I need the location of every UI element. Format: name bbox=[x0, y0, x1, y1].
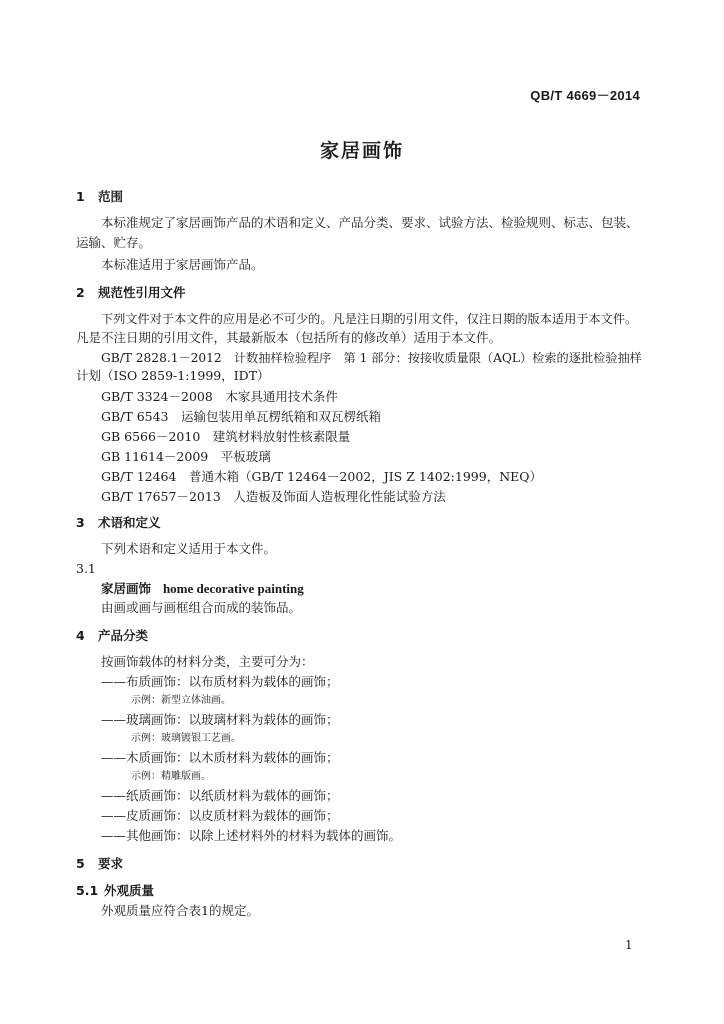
section-title: 产品分类 bbox=[98, 628, 149, 643]
example-note: 示例：精雕版画。 bbox=[131, 771, 211, 782]
term-english: home decorative painting bbox=[162, 581, 304, 596]
subsection-5-1-heading bbox=[76, 883, 154, 899]
list-item: ——纸质画饰：以纸质材料为载体的画饰； bbox=[101, 788, 339, 803]
page-number: 1 bbox=[625, 938, 633, 952]
section-title: 术语和定义 bbox=[98, 515, 161, 530]
list-item: ——其他画饰：以除上述材料外的材料为载体的画饰。 bbox=[101, 828, 402, 843]
section-title: 范围 bbox=[98, 189, 124, 204]
list-item: ——木质画饰：以木质材料为载体的画饰； bbox=[101, 750, 339, 765]
reference-item: GB 11614－2009 平板玻璃 bbox=[101, 449, 271, 464]
reference-item: GB/T 17657－2013 人造板及饰面人造板理化性能试验方法 bbox=[101, 489, 446, 504]
reference-item: GB/T 6543 运输包装用单瓦楞纸箱和双瓦楞纸箱 bbox=[101, 409, 382, 424]
paragraph: 按画饰载体的材料分类，主要可分为： bbox=[101, 654, 314, 669]
list-item: ——布质画饰：以布质材料为载体的画饰； bbox=[101, 674, 339, 689]
standard-code: QB/T 4669－2014 bbox=[530, 88, 640, 103]
section-1-heading bbox=[76, 189, 123, 205]
section-title: 要求 bbox=[98, 856, 124, 871]
section-3-heading bbox=[76, 515, 161, 531]
section-number: 2 bbox=[76, 285, 85, 300]
section-2-heading bbox=[76, 285, 186, 301]
list-item: ——玻璃画饰：以玻璃材料为载体的画饰； bbox=[101, 712, 339, 727]
reference-item-continued: 计划（ISO 2859-1:1999，IDT） bbox=[76, 368, 270, 383]
subsection-title: 外观质量 bbox=[104, 883, 155, 898]
section-number: 5 bbox=[76, 856, 85, 871]
section-number: 4 bbox=[76, 628, 85, 643]
reference-item: GB/T 2828.1－2012 计数抽样检验程序 第 1 部分：按接收质量限（AQL）检索的逐批检验抽样 bbox=[101, 351, 642, 365]
section-number: 1 bbox=[76, 189, 85, 204]
reference-item: GB/T 3324－2008 木家具通用技术条件 bbox=[101, 389, 338, 404]
subsection-number: 5.1 bbox=[76, 883, 99, 898]
paragraph: 下列文件对于本文件的应用是必不可少的。凡是注日期的引用文件，仅注日期的版本适用于本文件。 bbox=[101, 312, 638, 326]
paragraph: 运输、贮存。 bbox=[76, 235, 152, 250]
term-entry bbox=[101, 581, 304, 597]
clause-number: 3.1 bbox=[76, 561, 96, 576]
term-chinese: 家居画饰 bbox=[101, 581, 152, 596]
section-title: 规范性引用文件 bbox=[98, 285, 186, 300]
reference-item: GB/T 12464 普通木箱（GB/T 12464－2002，JIS Z 1402:1999，NEQ） bbox=[101, 469, 543, 484]
section-number: 3 bbox=[76, 515, 85, 530]
paragraph: 凡是不注日期的引用文件，其最新版本（包括所有的修改单）适用于本文件。 bbox=[76, 330, 502, 345]
paragraph: 本标准规定了家居画饰产品的术语和定义、产品分类、要求、试验方法、检验规则、标志、包装、 bbox=[101, 215, 639, 230]
example-note: 示例：玻璃镀银工艺画。 bbox=[131, 733, 241, 744]
list-item: ——皮质画饰：以皮质材料为载体的画饰； bbox=[101, 808, 339, 823]
section-5-heading bbox=[76, 856, 123, 872]
section-4-heading bbox=[76, 628, 148, 644]
paragraph: 下列术语和定义适用于本文件。 bbox=[101, 541, 277, 556]
example-note: 示例：新型立体油画。 bbox=[131, 695, 231, 706]
term-definition: 由画或画与画框组合而成的装饰品。 bbox=[101, 600, 302, 615]
document-title: 家居画饰 bbox=[319, 140, 404, 162]
paragraph: 外观质量应符合表1的规定。 bbox=[101, 903, 259, 918]
reference-item: GB 6566－2010 建筑材料放射性核素限量 bbox=[101, 429, 351, 444]
paragraph: 本标准适用于家居画饰产品。 bbox=[101, 257, 264, 272]
